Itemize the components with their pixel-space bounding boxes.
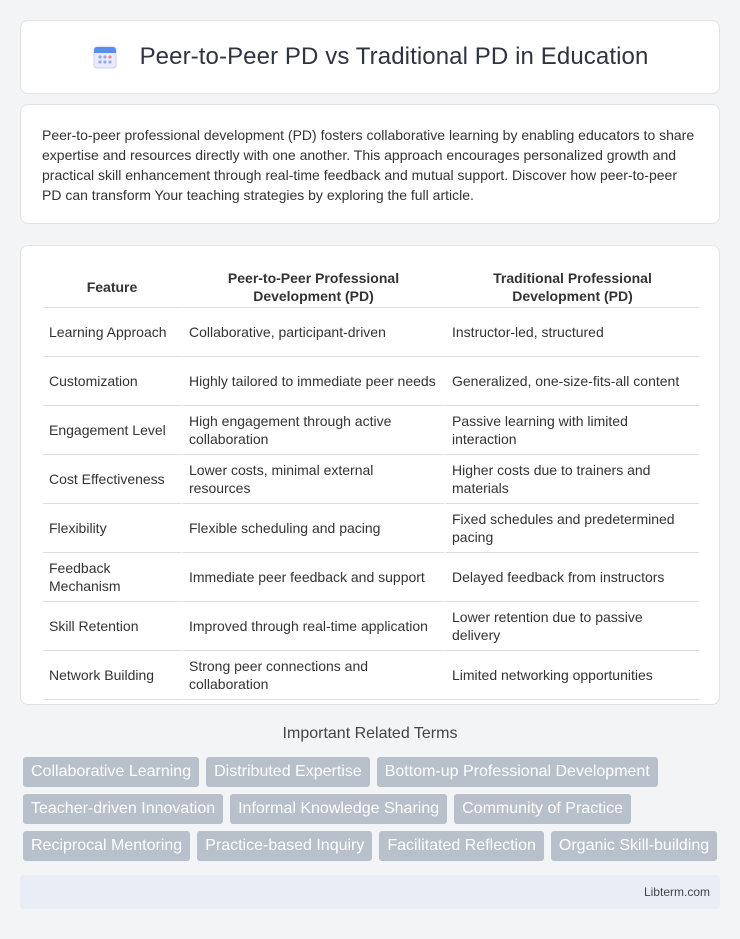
intro-paragraph: Peer-to-peer professional development (PD) fosters collaborative learning by enabling educators to share expertise and resources directly with one another. This approach encourages personalized growth and practical skill enhancement through real-time feedback and mutual support. Discover how peer-to-peer PD can transform Your teaching strategies by exploring the full article. xyxy=(42,127,695,203)
title-card xyxy=(20,20,720,94)
table-row xyxy=(43,406,699,455)
peer-cell: Improved through real-time application xyxy=(181,602,444,651)
traditional-cell: Delayed feedback from instructors xyxy=(444,553,699,602)
related-term-tag[interactable]: Distributed Expertise xyxy=(206,757,370,787)
feature-cell: Skill Retention xyxy=(43,602,181,651)
footer-site-link[interactable]: Libterm.com xyxy=(643,885,710,899)
related-term-tag[interactable]: Reciprocal Mentoring xyxy=(23,831,190,861)
peer-cell: Flexible scheduling and pacing xyxy=(181,504,444,553)
related-term-tag[interactable]: Facilitated Reflection xyxy=(379,831,544,861)
header-peer-pd: Peer-to-Peer Professional Development (PD) xyxy=(181,266,444,308)
related-term-tag[interactable]: Bottom-up Professional Development xyxy=(377,757,658,787)
peer-cell: Highly tailored to immediate peer needs xyxy=(181,357,444,406)
traditional-cell: Higher costs due to trainers and materials xyxy=(444,455,699,504)
peer-cell: Lower costs, minimal external resources xyxy=(181,455,444,504)
table-row xyxy=(43,357,699,406)
comparison-table xyxy=(43,266,699,700)
feature-cell: Feedback Mechanism xyxy=(43,553,181,602)
related-term-tag[interactable]: Practice-based Inquiry xyxy=(197,831,372,861)
comparison-card xyxy=(20,245,720,705)
table-row xyxy=(43,602,699,651)
related-term-tag[interactable]: Organic Skill-building xyxy=(551,831,717,861)
feature-cell: Cost Effectiveness xyxy=(43,455,181,504)
related-term-tag[interactable]: Teacher-driven Innovation xyxy=(23,794,223,824)
traditional-cell: Fixed schedules and predetermined pacing xyxy=(444,504,699,553)
peer-cell: Immediate peer feedback and support xyxy=(181,553,444,602)
feature-cell: Network Building xyxy=(43,651,181,700)
intro-card xyxy=(20,104,720,224)
feature-cell: Engagement Level xyxy=(43,406,181,455)
related-term-tag[interactable]: Community of Practice xyxy=(454,794,631,824)
table-header-row xyxy=(43,266,699,308)
calendar-grid-icon xyxy=(92,44,118,70)
traditional-cell: Limited networking opportunities xyxy=(444,651,699,700)
traditional-cell: Lower retention due to passive delivery xyxy=(444,602,699,651)
table-row xyxy=(43,553,699,602)
traditional-cell: Generalized, one-size-fits-all content xyxy=(444,357,699,406)
table-row xyxy=(43,504,699,553)
table-row xyxy=(43,651,699,700)
page-title: Peer-to-Peer PD vs Traditional PD in Education xyxy=(139,43,649,70)
table-row xyxy=(43,455,699,504)
peer-cell: Collaborative, participant-driven xyxy=(181,308,444,357)
header-traditional-pd: Traditional Professional Development (PD) xyxy=(444,266,699,308)
related-term-tag[interactable]: Collaborative Learning xyxy=(23,757,199,787)
feature-cell: Customization xyxy=(43,357,181,406)
table-row xyxy=(43,308,699,357)
related-terms-list xyxy=(23,757,723,861)
header-feature: Feature xyxy=(43,266,181,308)
related-terms-heading: Important Related Terms xyxy=(282,725,458,742)
traditional-cell: Passive learning with limited interaction xyxy=(444,406,699,455)
traditional-cell: Instructor-led, structured xyxy=(444,308,699,357)
feature-cell: Flexibility xyxy=(43,504,181,553)
related-term-tag[interactable]: Informal Knowledge Sharing xyxy=(230,794,447,824)
footer xyxy=(20,875,720,909)
peer-cell: Strong peer connections and collaboration xyxy=(181,651,444,700)
feature-cell: Learning Approach xyxy=(43,308,181,357)
peer-cell: High engagement through active collaboration xyxy=(181,406,444,455)
